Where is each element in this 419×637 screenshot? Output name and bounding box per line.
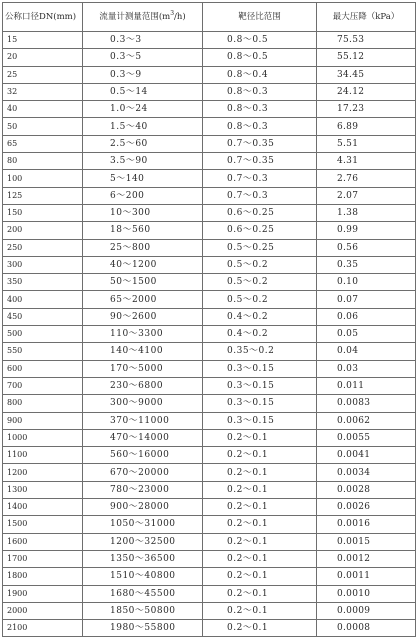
cell-nominal-diameter: 1700 (3, 550, 83, 567)
cell-max-pressure-drop: 0.0009 (317, 602, 416, 619)
cell-max-pressure-drop: 17.23 (317, 101, 416, 118)
cell-target-ratio: 0.4～0.2 (203, 308, 317, 325)
cell-nominal-diameter: 1600 (3, 533, 83, 550)
cell-nominal-diameter: 500 (3, 326, 83, 343)
cell-nominal-diameter: 25 (3, 66, 83, 83)
table-row (3, 32, 416, 49)
cell-nominal-diameter: 1500 (3, 516, 83, 533)
cell-flow-range: 1850～50800 (83, 602, 203, 619)
cell-target-ratio: 0.2～0.1 (203, 429, 317, 446)
cell-max-pressure-drop: 0.0015 (317, 533, 416, 550)
cell-nominal-diameter: 550 (3, 343, 83, 360)
cell-flow-range: 900～28000 (83, 499, 203, 516)
cell-target-ratio: 0.5～0.2 (203, 274, 317, 291)
cell-nominal-diameter: 300 (3, 256, 83, 273)
cell-flow-range: 50～1500 (83, 274, 203, 291)
table-row (3, 222, 416, 239)
table-row (3, 118, 416, 135)
flowmeter-spec-table (2, 2, 416, 637)
cell-nominal-diameter: 900 (3, 412, 83, 429)
table-row (3, 291, 416, 308)
cell-max-pressure-drop: 75.53 (317, 32, 416, 49)
table-row (3, 101, 416, 118)
table-row (3, 602, 416, 619)
cell-target-ratio: 0.2～0.1 (203, 447, 317, 464)
cell-flow-range: 1350～36500 (83, 550, 203, 567)
table-row (3, 66, 416, 83)
cell-target-ratio: 0.2～0.1 (203, 499, 317, 516)
cell-nominal-diameter: 1400 (3, 499, 83, 516)
cell-nominal-diameter: 2100 (3, 620, 83, 637)
table-row (3, 481, 416, 498)
cell-max-pressure-drop: 0.011 (317, 377, 416, 394)
cell-flow-range: 230～6800 (83, 377, 203, 394)
cell-target-ratio: 0.8～0.5 (203, 32, 317, 49)
cell-flow-range: 1.5～40 (83, 118, 203, 135)
cell-nominal-diameter: 65 (3, 135, 83, 152)
cell-nominal-diameter: 1000 (3, 429, 83, 446)
cell-flow-range: 0.5～14 (83, 83, 203, 100)
cell-nominal-diameter: 20 (3, 49, 83, 66)
header-max-pressure-drop: 最大压降（kPa） (317, 3, 416, 32)
cell-nominal-diameter: 80 (3, 153, 83, 170)
header-target-ratio: 靶径比范围 (203, 3, 317, 32)
table-row (3, 83, 416, 100)
cell-flow-range: 2.5～60 (83, 135, 203, 152)
cell-nominal-diameter: 1300 (3, 481, 83, 498)
cell-max-pressure-drop: 0.10 (317, 274, 416, 291)
cell-nominal-diameter: 150 (3, 204, 83, 221)
table-wrapper (2, 2, 416, 637)
cell-max-pressure-drop: 5.51 (317, 135, 416, 152)
table-row (3, 308, 416, 325)
cell-target-ratio: 0.6～0.25 (203, 222, 317, 239)
cell-max-pressure-drop: 0.03 (317, 360, 416, 377)
cell-flow-range: 370～11000 (83, 412, 203, 429)
cell-nominal-diameter: 350 (3, 274, 83, 291)
table-body (3, 32, 416, 637)
cell-target-ratio: 0.7～0.35 (203, 135, 317, 152)
cell-nominal-diameter: 1100 (3, 447, 83, 464)
cell-max-pressure-drop: 0.06 (317, 308, 416, 325)
cell-max-pressure-drop: 0.35 (317, 256, 416, 273)
table-row (3, 516, 416, 533)
cell-target-ratio: 0.3～0.15 (203, 412, 317, 429)
cell-max-pressure-drop: 0.0026 (317, 499, 416, 516)
cell-flow-range: 6～200 (83, 187, 203, 204)
table-row (3, 256, 416, 273)
cell-target-ratio: 0.3～0.15 (203, 395, 317, 412)
table-row (3, 585, 416, 602)
cell-target-ratio: 0.2～0.1 (203, 585, 317, 602)
cell-flow-range: 25～800 (83, 239, 203, 256)
cell-max-pressure-drop: 0.0028 (317, 481, 416, 498)
cell-nominal-diameter: 450 (3, 308, 83, 325)
cell-nominal-diameter: 15 (3, 32, 83, 49)
cell-max-pressure-drop: 0.0034 (317, 464, 416, 481)
header-nominal-diameter: 公称口径DN(mm) (3, 3, 83, 32)
cell-nominal-diameter: 1200 (3, 464, 83, 481)
cell-flow-range: 10～300 (83, 204, 203, 221)
cell-nominal-diameter: 32 (3, 83, 83, 100)
cell-target-ratio: 0.2～0.1 (203, 568, 317, 585)
cell-max-pressure-drop: 0.0016 (317, 516, 416, 533)
cell-flow-range: 1980～55800 (83, 620, 203, 637)
cell-max-pressure-drop: 2.76 (317, 170, 416, 187)
cell-target-ratio: 0.3～0.15 (203, 360, 317, 377)
cell-flow-range: 1680～45500 (83, 585, 203, 602)
cell-target-ratio: 0.5～0.2 (203, 256, 317, 273)
table-header-row (3, 3, 416, 32)
cell-max-pressure-drop: 34.45 (317, 66, 416, 83)
cell-flow-range: 110～3300 (83, 326, 203, 343)
cell-max-pressure-drop: 0.0055 (317, 429, 416, 446)
cell-nominal-diameter: 2000 (3, 602, 83, 619)
table-row (3, 239, 416, 256)
cell-target-ratio: 0.8～0.3 (203, 83, 317, 100)
cell-max-pressure-drop: 0.0010 (317, 585, 416, 602)
cell-nominal-diameter: 600 (3, 360, 83, 377)
cell-max-pressure-drop: 4.31 (317, 153, 416, 170)
header-flow-range-sup: 3 (170, 10, 175, 18)
table-row (3, 464, 416, 481)
cell-flow-range: 780～23000 (83, 481, 203, 498)
cell-target-ratio: 0.8～0.3 (203, 118, 317, 135)
cell-max-pressure-drop: 1.38 (317, 204, 416, 221)
cell-max-pressure-drop: 0.04 (317, 343, 416, 360)
cell-target-ratio: 0.5～0.25 (203, 239, 317, 256)
cell-target-ratio: 0.2～0.1 (203, 620, 317, 637)
cell-target-ratio: 0.7～0.3 (203, 170, 317, 187)
cell-nominal-diameter: 100 (3, 170, 83, 187)
cell-nominal-diameter: 50 (3, 118, 83, 135)
cell-target-ratio: 0.2～0.1 (203, 602, 317, 619)
table-row (3, 568, 416, 585)
cell-max-pressure-drop: 55.12 (317, 49, 416, 66)
table-row (3, 429, 416, 446)
cell-target-ratio: 0.4～0.2 (203, 326, 317, 343)
cell-target-ratio: 0.7～0.3 (203, 187, 317, 204)
cell-max-pressure-drop: 0.0012 (317, 550, 416, 567)
cell-flow-range: 1050～31000 (83, 516, 203, 533)
table-row (3, 412, 416, 429)
cell-flow-range: 40～1200 (83, 256, 203, 273)
cell-flow-range: 0.3～9 (83, 66, 203, 83)
cell-max-pressure-drop: 24.12 (317, 83, 416, 100)
cell-target-ratio: 0.5～0.2 (203, 291, 317, 308)
cell-nominal-diameter: 125 (3, 187, 83, 204)
cell-flow-range: 560～16000 (83, 447, 203, 464)
cell-target-ratio: 0.8～0.4 (203, 66, 317, 83)
table-row (3, 447, 416, 464)
cell-target-ratio: 0.2～0.1 (203, 481, 317, 498)
cell-flow-range: 170～5000 (83, 360, 203, 377)
cell-nominal-diameter: 1800 (3, 568, 83, 585)
cell-target-ratio: 0.2～0.1 (203, 516, 317, 533)
cell-flow-range: 3.5～90 (83, 153, 203, 170)
header-flow-range-suffix: /h) (174, 12, 186, 22)
cell-flow-range: 0.3～3 (83, 32, 203, 49)
cell-flow-range: 65～2000 (83, 291, 203, 308)
table-row (3, 620, 416, 637)
cell-target-ratio: 0.6～0.25 (203, 204, 317, 221)
cell-flow-range: 1.0～24 (83, 101, 203, 118)
cell-flow-range: 1510～40800 (83, 568, 203, 585)
cell-flow-range: 300～9000 (83, 395, 203, 412)
table-row (3, 343, 416, 360)
cell-target-ratio: 0.2～0.1 (203, 533, 317, 550)
table-row (3, 499, 416, 516)
cell-max-pressure-drop: 0.56 (317, 239, 416, 256)
cell-max-pressure-drop: 0.0008 (317, 620, 416, 637)
cell-target-ratio: 0.7～0.35 (203, 153, 317, 170)
header-flow-range-prefix: 流量计测量范围(m (99, 12, 171, 22)
cell-flow-range: 18～560 (83, 222, 203, 239)
cell-flow-range: 90～2600 (83, 308, 203, 325)
cell-target-ratio: 0.2～0.1 (203, 550, 317, 567)
table-row (3, 274, 416, 291)
table-row (3, 395, 416, 412)
cell-max-pressure-drop: 6.89 (317, 118, 416, 135)
table-row (3, 49, 416, 66)
cell-nominal-diameter: 40 (3, 101, 83, 118)
cell-target-ratio: 0.3～0.15 (203, 377, 317, 394)
cell-target-ratio: 0.35～0.2 (203, 343, 317, 360)
cell-max-pressure-drop: 0.99 (317, 222, 416, 239)
table-row (3, 533, 416, 550)
cell-flow-range: 5～140 (83, 170, 203, 187)
table-row (3, 135, 416, 152)
cell-max-pressure-drop: 0.0062 (317, 412, 416, 429)
header-flow-range (83, 3, 203, 32)
table-row (3, 204, 416, 221)
cell-target-ratio: 0.8～0.5 (203, 49, 317, 66)
table-row (3, 550, 416, 567)
table-row (3, 377, 416, 394)
cell-max-pressure-drop: 0.0011 (317, 568, 416, 585)
table-row (3, 187, 416, 204)
cell-max-pressure-drop: 0.05 (317, 326, 416, 343)
cell-flow-range: 1200～32500 (83, 533, 203, 550)
cell-nominal-diameter: 700 (3, 377, 83, 394)
cell-flow-range: 140～4100 (83, 343, 203, 360)
cell-target-ratio: 0.2～0.1 (203, 464, 317, 481)
cell-max-pressure-drop: 0.0041 (317, 447, 416, 464)
cell-flow-range: 470～14000 (83, 429, 203, 446)
cell-flow-range: 670～20000 (83, 464, 203, 481)
cell-nominal-diameter: 250 (3, 239, 83, 256)
cell-target-ratio: 0.8～0.3 (203, 101, 317, 118)
table-row (3, 153, 416, 170)
table-row (3, 170, 416, 187)
table-row (3, 326, 416, 343)
cell-nominal-diameter: 800 (3, 395, 83, 412)
cell-nominal-diameter: 400 (3, 291, 83, 308)
cell-max-pressure-drop: 2.07 (317, 187, 416, 204)
cell-nominal-diameter: 200 (3, 222, 83, 239)
table-row (3, 360, 416, 377)
cell-flow-range: 0.3～5 (83, 49, 203, 66)
cell-max-pressure-drop: 0.07 (317, 291, 416, 308)
cell-max-pressure-drop: 0.0083 (317, 395, 416, 412)
cell-nominal-diameter: 1900 (3, 585, 83, 602)
